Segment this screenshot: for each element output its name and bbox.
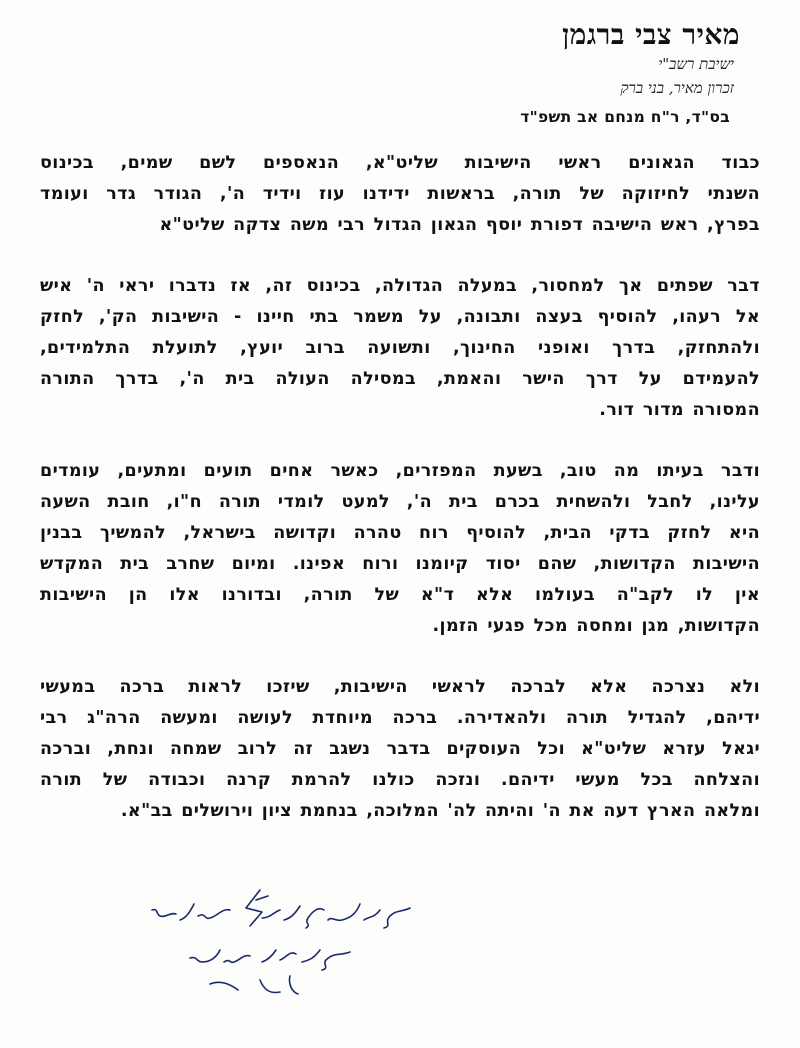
paragraph-line: והצלחה בכל מעשי ידיהם. ונזכה כולנו להרמת קרנה וכבודה של תורה — [40, 770, 760, 790]
paragraph — [40, 148, 760, 241]
signature-drawing — [110, 880, 430, 1040]
paragraph-line: ולהתחזק, בדרך ואופני החינוך, ותשועה ברוב יועץ, לתועלת התלמידים, — [40, 338, 760, 358]
handwritten-signature — [110, 880, 430, 1040]
letter-body — [40, 148, 760, 857]
paragraph-line: היא לחזק בדקי הבית, להוסיף רוח טהרה וקדושה בישראל, להמשיך בבנין — [40, 523, 760, 543]
paragraph-line: ולא נצרכה אלא לברכה לראשי הישיבות, שיזכו לראות ברכה במעשי — [40, 677, 760, 697]
paragraph — [40, 672, 760, 827]
paragraph-line: הקדושות, מגן ומחסה מכל פגעי הזמן. — [432, 616, 760, 636]
paragraph-line: אין לו לקב"ה בעולמו אלא ד"א של תורה, ובדורנו אלו הן הישיבות — [40, 585, 760, 605]
paragraph-line: להעמידם על דרך הישר והאמת, במסילה העולה בית ה', בדרך התורה — [40, 369, 760, 389]
paragraph-line: עלינו, לחבל ולהשחית בכרם בית ה', למעט לומדי תורה ח"ו, חובת השעה — [40, 492, 760, 512]
paragraph-line: השנתי לחיזוקה של תורה, בראשות ידידנו עוז וידיד ה', הגודר גדר ועומד — [40, 184, 760, 204]
paragraph-line: בפרץ, ראש הישיבה דפורת יוסף הגאון הגדול רבי משה צדקה שליט"א — [159, 215, 760, 235]
paragraph-line: דבר שפתים אך למחסור, במעלה הגדולה, בכינוס זה, אז נדברו יראי ה' איש — [40, 276, 760, 296]
letterhead — [500, 18, 740, 100]
letter-date: בס"ד, ר"ח מנחם אב תשפ"ד — [520, 108, 730, 126]
letterhead-address: זכרון מאיר, בני ברק — [620, 79, 734, 97]
paragraph-line: המסורה מדור דור. — [599, 400, 760, 420]
paragraph-line: ודבר בעיתו מה טוב, בשעת המפזרים, כאשר אחים תועים ומתעים, עומדים — [40, 461, 760, 481]
letterhead-institution: ישיבת רשב"י — [658, 55, 734, 73]
paragraph-line: ומלאה הארץ דעה את ה' והיתה לה' המלוכה, בנחמת ציון וירושלים בב"א. — [120, 801, 760, 821]
paragraph — [40, 456, 760, 642]
paragraph-line: ידיהם, להגדיל תורה ולהאדירה. ברכה מיוחדת לעושה ומעשה הרה"ג רבי — [40, 708, 760, 728]
paragraph — [40, 271, 760, 426]
paragraph-line: אל רעהו, להוסיף בעצה ותבונה, על משמר בתי חיינו - הישיבות הק', לחזק — [40, 307, 760, 327]
paragraph-line: הישיבות הקדושות, שהם יסוד קיומנו ורוח אפינו. ומיום שחרב בית המקדש — [40, 554, 760, 574]
letterhead-name: מאיר צבי ברגמן — [562, 18, 740, 51]
paragraph-line: כבוד הגאונים ראשי הישיבות שליט"א, הנאספים לשם שמים, בכינוס — [40, 153, 760, 173]
paragraph-line: יגאל עזרא שליט"א וכל העוסקים בדבר נשגב זה לרוב שמחה ונחת, וברכה — [40, 739, 760, 759]
